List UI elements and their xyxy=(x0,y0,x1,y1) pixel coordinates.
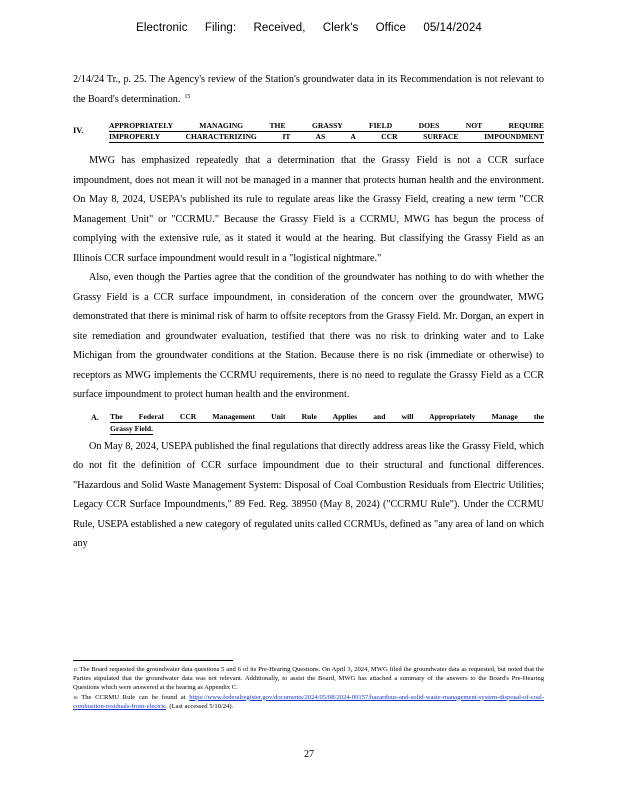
document-body xyxy=(73,70,544,554)
subsection-title-line1: The Federal CCR Management Unit Rule Applies and will Appropriately Manage the xyxy=(110,411,544,421)
section-title xyxy=(109,121,544,143)
footnote-ref-15[interactable]: 15 xyxy=(184,93,191,100)
footnote-16 xyxy=(73,693,544,711)
federal-register-link[interactable]: https://www.federalregister.gov/documents/2024/05/08/2024-09157/hazardous-and-solid-waste-management-system-disposal-of-coal-combustion-residuals-from-electric xyxy=(73,693,545,710)
footnote-16-after: . (Last accessed 5/10/24). xyxy=(166,702,234,710)
section-iv-heading xyxy=(73,121,544,151)
page-number: 27 xyxy=(304,749,314,760)
section-title-line2: IMPROPERLY CHARACTERIZING IT AS A CCR SURFACE IMPOUNDMENT xyxy=(109,132,544,141)
footnote-15-text: The Board requested the groundwater data questions 5 and 6 of its Pre-Hearing Questions. On April 3, 2024, MWG filed the groundwater data as requested, but noted that the Parties stipulated that the groundwater data was not relevant. Additionally, to assist the Board, MWG has attached a summary of the answers to the Board's Pre-Hearing Questions which were answered at the hearing as Appendix C. xyxy=(73,666,545,692)
footnote-15 xyxy=(73,665,544,693)
footnote-16-text: The CCRMU Rule can be found at xyxy=(81,693,186,701)
subsection-title xyxy=(110,411,544,435)
section-iv-paragraph-1: MWG has emphasized repeatedly that a determination that the Grassy Field is not a CCR surface impoundment, does not mean it will not be managed in a manner that protects human health and the environment. On May 8, 2024, USEPA's published its rule to regulate areas like the Grassy Field, creating a new term "CCR Management Unit" or "CCRMU." Because the Grassy Field is a CCRMU, MWG has begun the process of complying with the extensive rule, as it stated it would at the hearing. But classifying the Grassy Field as an Illinois CCR surface impoundment would result in a "logistical nightmare." xyxy=(73,155,544,264)
subsection-letter: A. xyxy=(91,412,99,422)
intro-text: 2/14/24 Tr., p. 25. The Agency's review of the Station's groundwater data in its Recommendation is not relevant to the Board's determination. xyxy=(73,74,544,105)
footnote-divider xyxy=(73,660,233,661)
subsection-a-text: On May 8, 2024, USEPA published the final regulations that directly address areas like the Grassy Field, which do not fit the definition of CCR surface impoundment due to their structural and functional differences. "Hazardous and Solid Waste Management System: Disposal of Coal Combustion Residuals from Electric Utilities; Legacy CCR Surface Impoundments," 89 Fed. Reg. 38950 (May 8, 2024) ("CCRMU Rule"). Under the CCRMU Rule, USEPA established a new category of regulated units called CCRMUs, defined as "any area of land on which any xyxy=(73,440,544,549)
subsection-a-heading xyxy=(73,411,544,437)
footnotes xyxy=(73,665,544,711)
section-number: IV. xyxy=(73,125,84,135)
footnote-16-number: 16 xyxy=(73,694,78,700)
intro-paragraph xyxy=(73,70,544,109)
filing-stamp: Electronic Filing: Received, Clerk's Office 05/14/2024 xyxy=(136,22,482,34)
section-title-line1: APPROPRIATELY MANAGING THE GRASSY FIELD DOES NOT REQUIRE xyxy=(109,121,544,130)
subsection-title-line2: Grassy Field. xyxy=(110,423,154,433)
subsection-a-paragraph xyxy=(73,437,544,554)
footnote-15-number: 15 xyxy=(73,667,78,672)
section-iv-paragraph-2: Also, even though the Parties agree that the condition of the groundwater has nothing to do with whether the Grassy Field is a CCR surface impoundment, in consideration of the concern over the groundwater, MWG demonstrated that there is minimal risk of harm to offsite receptors from the Grassy Field. Mr. Dorgan, an expert in site remediation and groundwater evaluation, testified that there was no risk to drinking water and to Lake Michigan from the groundwater conditions at the Station. Because there is no risk (immediate or otherwise) to receptors as MWG implements the CCRMU requirements, there is no need to regulate the Grassy Field as a CCR surface impoundment to protect human health and the environment. xyxy=(73,272,544,400)
